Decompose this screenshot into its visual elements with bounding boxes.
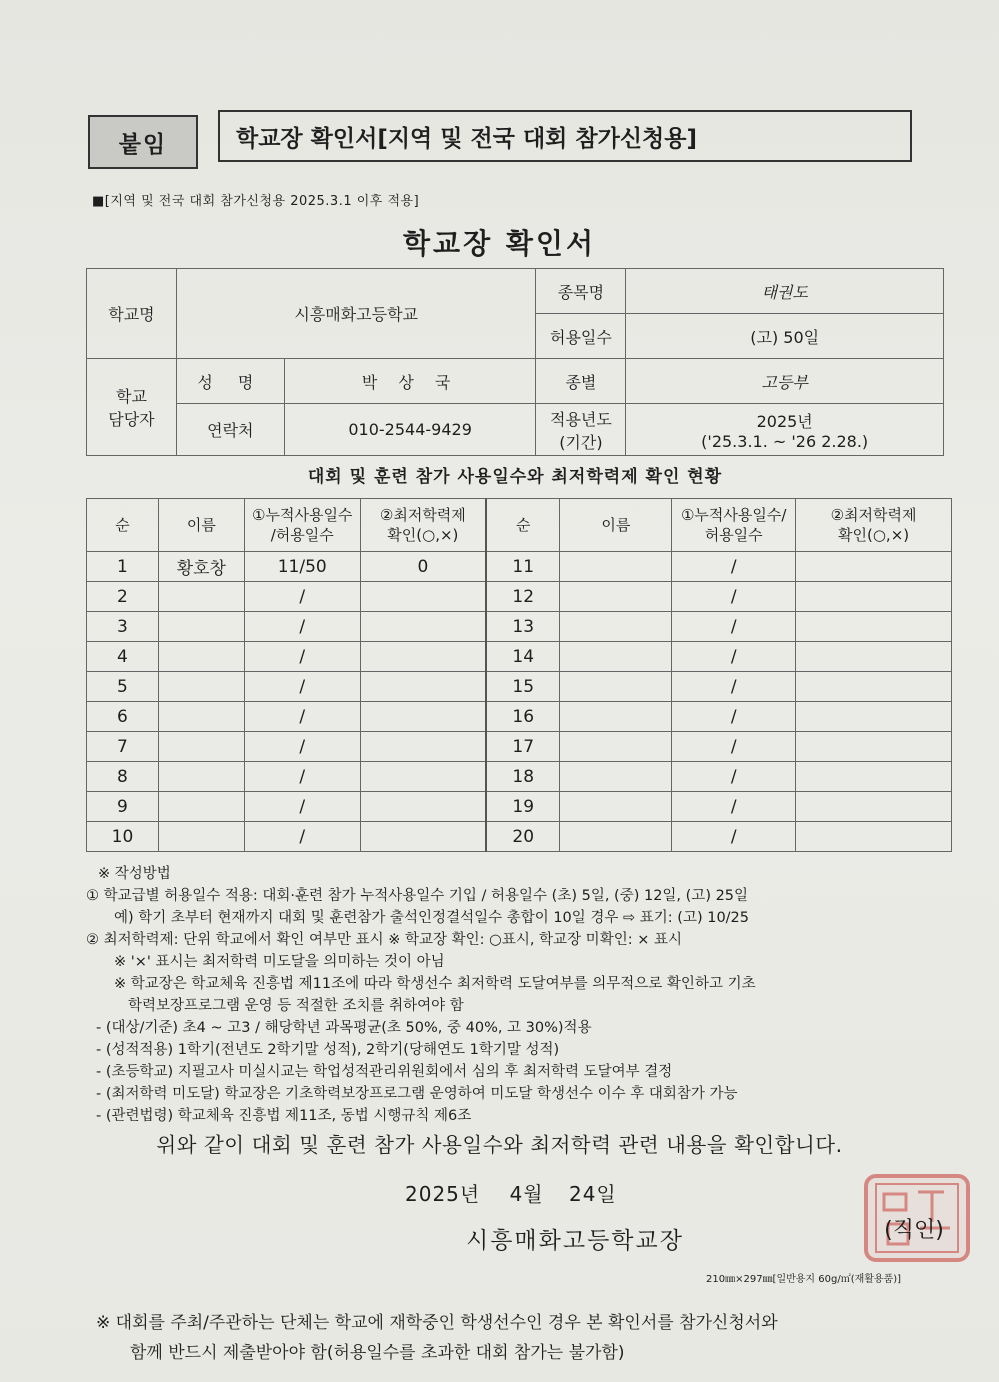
- document-heading: 학교장 확인서[지역 및 전국 대회 참가신청용]: [218, 110, 912, 162]
- academic-check: [360, 792, 486, 822]
- sport-value: 태권도: [626, 269, 944, 314]
- paper-size-note: 210㎜×297㎜[일반용지 60g/㎡(재활용품)]: [706, 1274, 902, 1285]
- participation-table-body: [87, 552, 952, 852]
- confirmation-statement: 위와 같이 대회 및 훈련 참가 사용일수와 최저학력 관련 내용을 확인합니다.: [156, 1133, 843, 1157]
- name-label: 성 명: [176, 359, 284, 404]
- student-name-right: [560, 792, 672, 822]
- instruction-line: ② 최저학력제: 단위 학교에서 확인 여부만 표시 ※ 학교장 확인: ○표시, 학교장 미확인: × 표시: [86, 932, 682, 948]
- col-days-line2: /허용일수: [270, 526, 334, 544]
- cumulative-days: 11/50: [244, 552, 360, 582]
- student-name: [158, 822, 244, 852]
- issue-month: 4월: [509, 1182, 544, 1206]
- table-row: [87, 822, 952, 852]
- cumulative-days: /: [244, 792, 360, 822]
- instruction-line: - (관련법령) 학교체육 진흥법 제11조, 동법 시행규칙 제6조: [96, 1108, 472, 1124]
- issue-year: 2025년: [405, 1182, 481, 1206]
- col-academic: [360, 499, 486, 552]
- student-name: [158, 792, 244, 822]
- manager-label: [87, 359, 177, 456]
- table-row: [87, 762, 952, 792]
- row-number-right: 15: [486, 672, 560, 702]
- cumulative-days-right: /: [672, 762, 796, 792]
- participation-table: [86, 498, 952, 852]
- allowed-days-value: (고) 50일: [626, 314, 944, 359]
- attachment-label: 붙임: [88, 115, 198, 169]
- cumulative-days-right: /: [672, 702, 796, 732]
- row-number: 10: [87, 822, 159, 852]
- year-value-line1: 2025년: [756, 411, 813, 431]
- table-row: [87, 672, 952, 702]
- division-label: 종별: [536, 359, 626, 404]
- table-row: [87, 702, 952, 732]
- academic-check: [360, 822, 486, 852]
- status-section-heading: 대회 및 훈련 참가 사용일수와 최저학력제 확인 현황: [307, 467, 723, 487]
- school-name-value: 시흥매화고등학교: [176, 269, 536, 359]
- cumulative-days: /: [244, 642, 360, 672]
- academic-check-right: [796, 822, 952, 852]
- student-name: [158, 672, 244, 702]
- academic-check: 0: [360, 552, 486, 582]
- cumulative-days: /: [244, 822, 360, 852]
- submission-note: [96, 1308, 976, 1368]
- col-days-right: [672, 499, 796, 552]
- student-name: [158, 732, 244, 762]
- year-label: [536, 404, 626, 456]
- academic-check-right: [796, 672, 952, 702]
- row-number: 3: [87, 612, 159, 642]
- academic-check-right: [796, 552, 952, 582]
- academic-check-right: [796, 792, 952, 822]
- cumulative-days-right: /: [672, 822, 796, 852]
- issue-day: 24일: [568, 1182, 617, 1206]
- table-row: [87, 552, 952, 582]
- student-name-right: [560, 582, 672, 612]
- cumulative-days-right: /: [672, 642, 796, 672]
- instruction-line: - (성적적용) 1학기(전년도 2학기말 성적), 2학기(당해연도 1학기말 성적): [96, 1042, 560, 1058]
- row-number: 9: [87, 792, 159, 822]
- contact-value: 010-2544-9429: [284, 404, 536, 456]
- col-academic-line1: ②최저학력제: [379, 505, 466, 524]
- cumulative-days-right: /: [672, 672, 796, 702]
- student-name-right: [560, 732, 672, 762]
- academic-check: [360, 702, 486, 732]
- academic-check: [360, 762, 486, 792]
- year-label-line1: 적용년도: [549, 409, 612, 429]
- manager-label-line1: 학교: [115, 387, 147, 406]
- cumulative-days-right: /: [672, 582, 796, 612]
- academic-check: [360, 642, 486, 672]
- instruction-line: ※ '×' 표시는 최저학력 미도달을 의미하는 것이 아님: [114, 954, 445, 970]
- student-name-right: [560, 642, 672, 672]
- principal-title: 시흥매화고등학교장: [466, 1228, 684, 1254]
- academic-check-right: [796, 582, 952, 612]
- col-academic-right-line1: ②최저학력제: [830, 505, 917, 524]
- col-days-right-line2: 허용일수: [704, 526, 763, 544]
- table-row: [87, 612, 952, 642]
- instruction-line: ※ 학교장은 학교체육 진흥법 제11조에 따라 학생선수 최저학력 도달여부를 의무적으로 확인하고 기초: [114, 976, 756, 992]
- student-name-right: [560, 672, 672, 702]
- academic-check-right: [796, 762, 952, 792]
- division-value: 고등부: [626, 359, 944, 404]
- academic-check: [360, 732, 486, 762]
- table-row: [87, 732, 952, 762]
- student-name-right: [560, 612, 672, 642]
- applicability-note: ■[지역 및 전국 대회 참가신청용 2025.3.1 이후 적용]: [92, 194, 420, 209]
- row-number-right: 18: [486, 762, 560, 792]
- year-value: [626, 404, 944, 456]
- cumulative-days: /: [244, 702, 360, 732]
- academic-check-right: [796, 732, 952, 762]
- name-value: 박 상 국: [284, 359, 536, 404]
- student-name: 황호창: [158, 552, 244, 582]
- row-number-right: 16: [486, 702, 560, 732]
- cumulative-days: /: [244, 672, 360, 702]
- row-number: 8: [87, 762, 159, 792]
- row-number-right: 13: [486, 612, 560, 642]
- submission-note-line2: 함께 반드시 제출받아야 함(허용일수를 초과한 대회 참가는 불가함): [130, 1343, 625, 1363]
- table-row: [87, 792, 952, 822]
- manager-label-line2: 담당자: [108, 410, 155, 429]
- year-label-line2: (기간): [559, 432, 603, 452]
- table-row: [87, 642, 952, 672]
- row-number: 5: [87, 672, 159, 702]
- col-academic-right: [796, 499, 952, 552]
- instruction-line: 학력보장프로그램 운영 등 적절한 조치를 취하여야 함: [128, 998, 464, 1014]
- sport-label: 종목명: [536, 269, 626, 314]
- instruction-line: 예) 학기 초부터 현재까지 대회 및 훈련참가 출석인정결석일수 총합이 10일 경우 ⇨ 표기: (고) 10/25: [114, 910, 750, 926]
- instructions: [86, 863, 956, 1127]
- row-number-right: 14: [486, 642, 560, 672]
- issue-date: [405, 1178, 617, 1207]
- academic-check: [360, 612, 486, 642]
- col-no: 순: [87, 499, 159, 552]
- student-name-right: [560, 762, 672, 792]
- page-title: 학교장 확인서: [402, 227, 597, 260]
- cumulative-days: /: [244, 732, 360, 762]
- student-name: [158, 762, 244, 792]
- student-name: [158, 702, 244, 732]
- cumulative-days-right: /: [672, 792, 796, 822]
- instruction-line: - (대상/기준) 초4 ~ 고3 / 해당학년 과목평균(초 50%, 중 40%, 고 30%)적용: [96, 1020, 592, 1036]
- school-name-label: 학교명: [87, 269, 177, 359]
- student-name-right: [560, 822, 672, 852]
- cumulative-days: /: [244, 612, 360, 642]
- year-value-line2: ('25.3.1. ~ '26 2.28.): [701, 431, 869, 451]
- instruction-line: ① 학교급별 허용일수 적용: 대회·훈련 참가 누적사용일수 기입 / 허용일수 (초) 5일, (중) 12일, (고) 25일: [86, 888, 749, 904]
- student-name: [158, 612, 244, 642]
- instructions-heading: ※ 작성방법: [98, 866, 171, 882]
- col-name-right: 이름: [560, 499, 672, 552]
- col-days-line1: ①누적사용일수: [252, 505, 353, 524]
- table-row: [87, 582, 952, 612]
- seal-label: (직인): [884, 1218, 944, 1243]
- col-name: 이름: [158, 499, 244, 552]
- col-academic-right-line2: 확인(○,×): [838, 526, 910, 544]
- row-number-right: 12: [486, 582, 560, 612]
- row-number-right: 17: [486, 732, 560, 762]
- academic-check: [360, 582, 486, 612]
- col-days-right-line1: ①누적사용일수/: [680, 505, 787, 524]
- student-name: [158, 582, 244, 612]
- academic-check-right: [796, 612, 952, 642]
- academic-check: [360, 672, 486, 702]
- cumulative-days-right: /: [672, 732, 796, 762]
- col-days: [244, 499, 360, 552]
- student-name-right: [560, 702, 672, 732]
- cumulative-days-right: /: [672, 612, 796, 642]
- row-number: 4: [87, 642, 159, 672]
- student-name: [158, 642, 244, 672]
- academic-check-right: [796, 642, 952, 672]
- instruction-line: - (최저학력 미도달) 학교장은 기초학력보장프로그램 운영하여 미도달 학생선수 이수 후 대회참가 가능: [96, 1086, 738, 1102]
- row-number: 7: [87, 732, 159, 762]
- allowed-days-label: 허용일수: [536, 314, 626, 359]
- school-info-table: [86, 268, 944, 456]
- row-number: 6: [87, 702, 159, 732]
- contact-label: 연락처: [176, 404, 284, 456]
- cumulative-days: /: [244, 762, 360, 792]
- row-number-right: 19: [486, 792, 560, 822]
- row-number-right: 11: [486, 552, 560, 582]
- student-name-right: [560, 552, 672, 582]
- col-no-right: 순: [486, 499, 560, 552]
- submission-note-line1: ※ 대회를 주최/주관하는 단체는 학교에 재학중인 학생선수인 경우 본 확인서를 참가신청서와: [96, 1313, 778, 1333]
- academic-check-right: [796, 702, 952, 732]
- cumulative-days: /: [244, 582, 360, 612]
- col-academic-line2: 확인(○,×): [387, 526, 459, 544]
- cumulative-days-right: /: [672, 552, 796, 582]
- row-number-right: 20: [486, 822, 560, 852]
- instruction-line: - (초등학교) 지필고사 미실시교는 학업성적관리위원회에서 심의 후 최저학력 도달여부 결정: [96, 1064, 673, 1080]
- row-number: 2: [87, 582, 159, 612]
- row-number: 1: [87, 552, 159, 582]
